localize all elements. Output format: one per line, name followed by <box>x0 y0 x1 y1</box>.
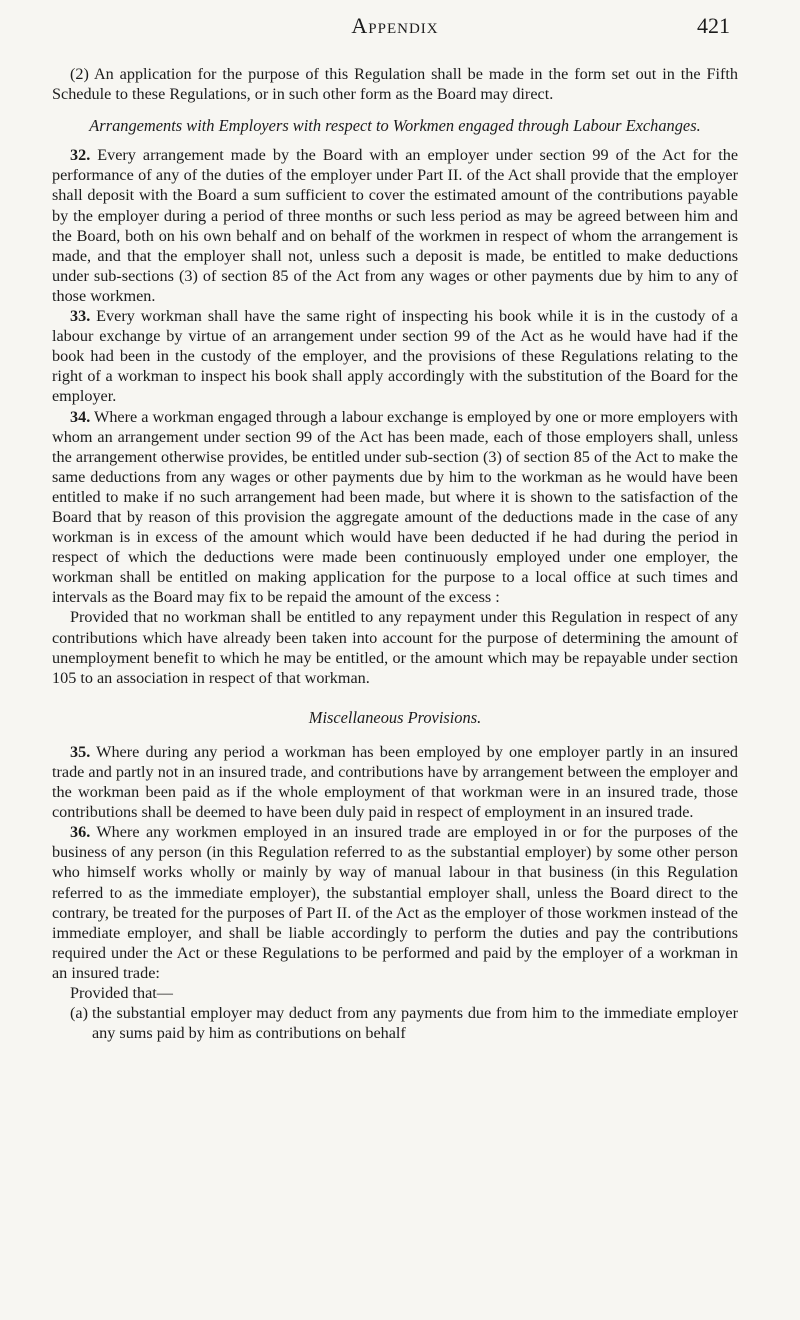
paragraph-2: (2) An application for the purpose of this Regulation shall be made in the form set out in the Fifth Schedule to these Regulations, or in such other form as the Board may direct. <box>52 65 738 104</box>
regulation-34 <box>52 407 738 608</box>
regulation-number: 33. <box>70 307 91 326</box>
regulation-36-proviso: Provided that— <box>70 984 173 1003</box>
regulation-number: 32. <box>70 146 91 165</box>
regulation-text: Every arrangement made by the Board with an employer under section 99 of the Act for the performance of any of the duties of the employer under Part II. of the Act shall provide that the employer shall deposit with the Board a sum sufficient to cover the estimated amount of the contributions payable by the employer during a period of three months or such less period as may be agreed between him and the Board, both on his own behalf and on behalf of the workmen in respect of whom the arrangement is made, and that the employer shall not, unless such a deposit is made, be entitled to make deductions under sub-sections (3) of section 85 of the Act from any wages or other payments due by him to any of those workmen. <box>52 146 739 305</box>
section-heading-miscellaneous: Miscellaneous Provisions. <box>308 707 482 727</box>
regulation-text: Every workman shall have the same right of inspecting his book while it is in the custody of a labour exchange by virtue of an arrangement under section 99 of the Act as he would have had if the book had been in the custody of the employer, and the provisions of these Regulations relating to the right of a workman to inspect his book shall apply accordingly with the substitution of the Board for the employer. <box>52 307 738 406</box>
page-number: 421 <box>697 13 730 38</box>
running-title: Appendix <box>351 13 439 38</box>
regulation-number: 34. <box>70 407 91 426</box>
regulation-text: Where during any period a workman has been employed by one employer partly in an insured trade and partly not in an insured trade, and contributions have by arrangement between the employer and the workman been paid as if the whole employment of that workman were in an insured trade, those contributions shall be deemed to have been duly paid in respect of employment in an insured trade. <box>52 742 738 822</box>
document-body <box>52 64 738 1043</box>
clause-text: the substantial employer may deduct from any payments due from him to the immediate employer any sums paid by him as contributions on behalf <box>92 1004 738 1043</box>
section-heading-arrangements: Arrangements with Employers with respect to Workmen engaged through Labour Exchanges. <box>89 116 701 136</box>
regulation-text: Where a workman engaged through a labour exchange is employed by one or more employers with whom an arrangement under section 99 of the Act has been made, each of those employers shall, unless the arrangement otherwise provides, be entitled under sub-section (3) of section 85 of the Act to make the same deductions from any wages or other payments due by him to the workman as he would have been entitled to make if no such arrangement had been made, but where it is shown to the satisfaction of the Board that by reason of this provision the aggregate amount of the deductions made in the case of any workman is in excess of the amount which would have been deducted if he had during the period in respect of which the deductions were made been continuously employed under one employer, the workman shall be entitled on making application for the purpose to a local office at such times and intervals as the Board may fix to be repaid the amount of the excess : <box>52 407 738 607</box>
running-header <box>52 0 738 56</box>
regulation-34-proviso: Provided that no workman shall be entitled to any repayment under this Regulation in respect of any contributions which have already been taken into account for the purpose of determining the amount of unemployment benefit to which he may be entitled, or the amount which may be repayable under section 105 to an association in respect of that workman. <box>52 608 738 687</box>
regulation-35 <box>52 742 738 822</box>
regulation-text: Where any workmen employed in an insured trade are employed in or for the purposes of the business of any person (in this Regulation referred to as the substantial employer) by some other person who himself works wholly or mainly by way of manual labour in that business (in this Regulation referred to as the immediate employer), the substantial employer shall, unless the Board direct to the contrary, be treated for the purposes of Part II. of the Act as the employer of those workmen instead of the immediate employer, and shall be liable accordingly to perform the duties and pay the contributions required under the Act or these Regulations to be performed and paid by the employer of a workman in an insured trade: <box>52 823 738 982</box>
regulation-number: 35. <box>70 742 91 761</box>
regulation-36 <box>52 822 738 983</box>
regulation-number: 36. <box>70 823 91 842</box>
regulation-32 <box>52 145 738 306</box>
clause-a <box>52 1003 738 1043</box>
regulation-33 <box>52 306 738 406</box>
clause-label: (a) <box>70 1004 88 1023</box>
